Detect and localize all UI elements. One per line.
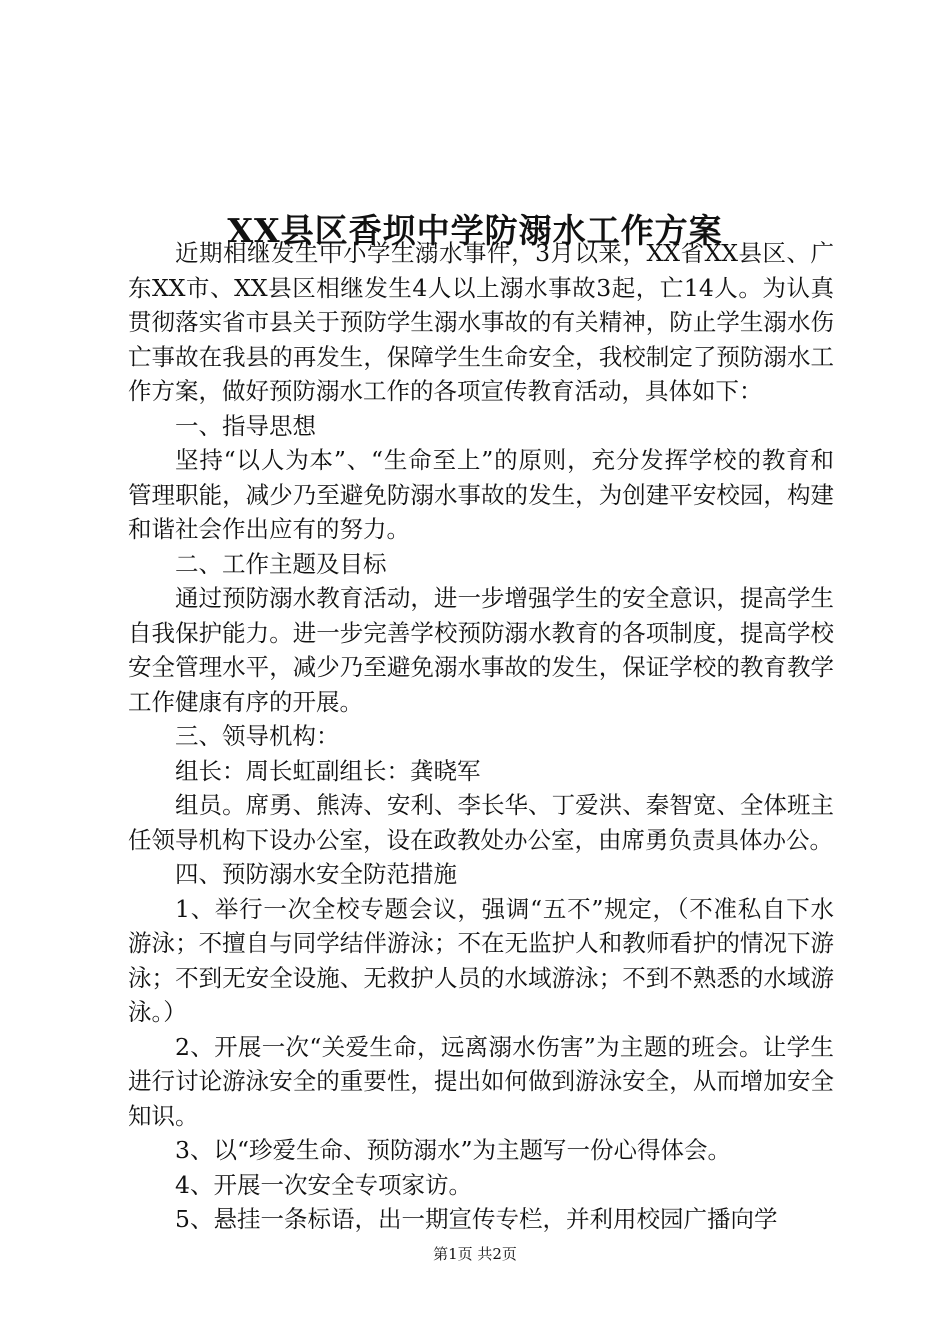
document-title: XX县区香坝中学防溺水工作方案: [227, 211, 723, 251]
measure-item-4: 4、开展一次安全专项家访。: [175, 1170, 472, 1199]
paragraph-theme-goals: 通过预防溺水教育活动，进一步增强学生的安全意识，提高学生自我保护能力。进一步完善学校预防溺水教育的各项制度，提高学校安全管理水平，减少乃至避免溺水事故的发生，保证学校的教育教学工作健康有序的开展。: [128, 584, 834, 716]
measure-item-1: 1、举行一次全校专题会议，强调“五不”规定，（不准私自下水游泳；不擅自与同学结伴游泳；不在无监护人和教师看护的情况下游泳；不到无安全设施、无救护人员的水域游泳；不到不熟悉的水域游泳。）: [128, 894, 834, 1026]
section-heading-measures: 四、预防溺水安全防范措施: [175, 860, 457, 888]
paragraph-intro: 近期相继发生中小学生溺水事件，3月以来，XX省XX县区、广东XX市、XX县区相继发生4人以上溺水事故3起，亡14人。为认真贯彻落实省市县关于预防学生溺水事故的有关精神，防止学生溺水伤亡事故在我县的再发生，保障学生生命安全，我校制定了预防溺水工作方案，做好预防溺水工作的各项宣传教育活动，具体如下：: [128, 239, 834, 405]
paragraph-guiding-ideology: 坚持“以人为本”、“生命至上”的原则，充分发挥学校的教育和管理职能，减少乃至避免防溺水事故的发生，为创建平安校园，构建和谐社会作出应有的努力。: [128, 446, 834, 543]
measure-item-5: 5、悬挂一条标语，出一期宣传专栏，并利用校园广播向学: [175, 1205, 778, 1233]
page-footer: 第1页 共2页: [433, 1245, 517, 1263]
paragraph-members: 组员。席勇、熊涛、安利、李长华、丁爱洪、秦智宽、全体班主任领导机构下设办公室，设在政教处办公室，由席勇负责具体办公。: [128, 791, 834, 854]
paragraph-leaders: 组长：周长虹副组长：龚晓军: [175, 756, 481, 785]
document-body: [128, 236, 834, 1237]
section-heading-guiding-ideology: 一、指导思想: [175, 411, 316, 440]
measure-item-2: 2、开展一次“关爱生命，远离溺水伤害”为主题的班会。让学生进行讨论游泳安全的重要性，提出如何做到游泳安全，从而增加安全知识。: [128, 1032, 834, 1130]
measure-item-3: 3、以“珍爱生命、预防溺水”为主题写一份心得体会。: [175, 1136, 731, 1164]
section-heading-leadership: 三、领导机构：: [175, 722, 340, 750]
section-heading-theme-goals: 二、工作主题及目标: [175, 549, 387, 578]
